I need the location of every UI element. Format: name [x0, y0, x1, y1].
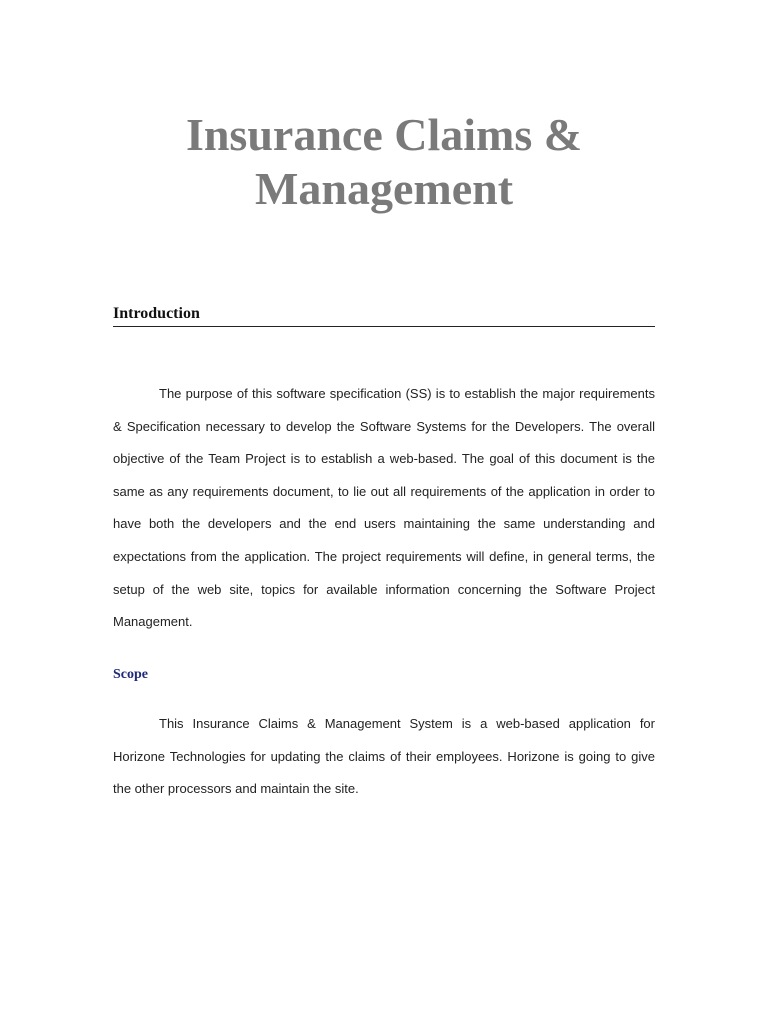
document-title-line-2: Management: [254, 163, 514, 214]
scope-paragraph: This Insurance Claims & Management System is a web-based application for Horizone Technologies for updating the claims of their employees. Horizone is going to give the other processors and maintain the site.: [113, 716, 655, 797]
document-title-line-1: Insurance Claims &: [185, 109, 583, 160]
scope-heading: Scope: [113, 667, 148, 682]
introduction-heading: Introduction: [113, 304, 655, 327]
document-title: [0, 108, 768, 216]
introduction-paragraph: The purpose of this software specification (SS) is to establish the major requirements & Specification necessary to develop the Software Systems for the Developers. The overall objective of the Team Project is to establish a web-based. The goal of this document is the same as any requirements document, to lie out all requirements of the application in order to have both the developers and the end users maintaining the same understanding and expectations from the application. The project requirements will define, in general terms, the setup of the web site, topics for available information concerning the Software Project Management.: [113, 386, 655, 630]
